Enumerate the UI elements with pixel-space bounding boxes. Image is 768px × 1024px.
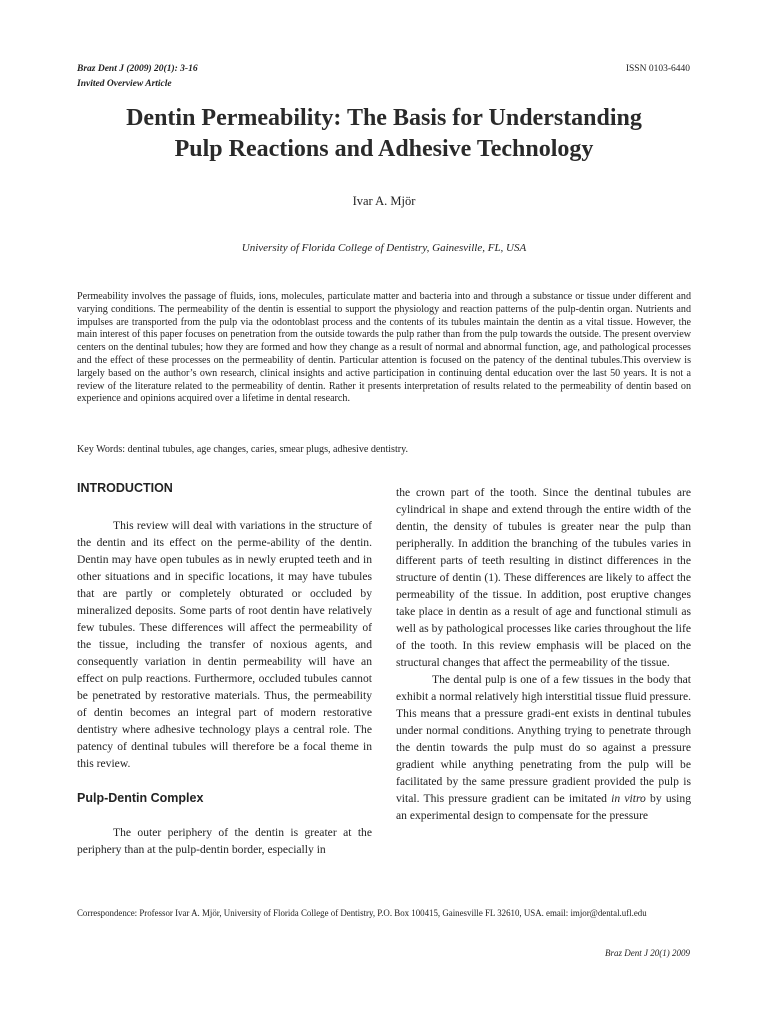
pulp-dentin-complex-heading: Pulp-Dentin Complex (77, 791, 204, 805)
continued-paragraph: the crown part of the tooth. Since the dentinal tubules are cylindrical in shape and extend through the entire width of the dentin, the density of tubules is greater near the pulp than peripherally. In addition the branching of the tubules varies in different parts of teeth resulting in distinct differences in the structure of dentin (1). These differences are likely to affect the permeability of the tissue. In addition, post eruptive changes take place in dentin as a result of age and functional stimuli as well as by pathological processes like caries throughout the life of the tooth. In this review emphasis will be placed on the structural changes that affect the permeability of the tissue. (396, 486, 691, 669)
correspondence-note: Correspondence: Professor Ivar A. Mjör, University of Florida College of Dentistry, P.O. Box 100415, Gainesville FL 32610, USA. email: imjor@dental.ufl.edu (77, 908, 647, 918)
dental-pulp-text: The dental pulp is one of a few tissues in the body that exhibit a normal relatively high interstitial tissue fluid pressure. This means that a pressure gradi-ent exists in dentinal tubules under normal conditions. Anything trying to penetrate through the dentin towards the pulp must do so against a pressure gradient while anything penetrating from the pulp will be facilitated by the same pressure gradient provided the pulp is vital. This pressure gradient can be imitated (396, 673, 691, 805)
running-header (77, 62, 198, 92)
introduction-paragraph: This review will deal with variations in the structure of the dentin and its effect on the perme-ability of the dentin. Dentin may have open tubules as in newly erupted teeth and in other situations and in specific locations, it may have tubules that are partly or completely obturated or occluded by mineralized deposits. Some parts of root dentin have relatively few tubules. These differences will affect the permeability of the tissue, including the transfer of noxious agents, and consequently variation in dentin permeability will have an effect on pulp reactions. Furthermore, occluded tubules cannot be penetrated by restorative materials. Thus, the permeability of dentin becomes an integral part of modern restorative dentistry where adhesive technology plays a central role. The patency of dentinal tubules will therefore be a focal theme in this review. (77, 519, 372, 770)
pulp-dentin-paragraph: The outer periphery of the dentin is greater at the periphery than at the pulp-dentin border, especially in (77, 826, 372, 856)
article-type: Invited Overview Article (77, 79, 172, 89)
title-line-1: Dentin Permeability: The Basis for Understanding (126, 105, 642, 131)
right-column (396, 484, 691, 824)
journal-citation: Braz Dent J (2009) 20(1): 3-16 (77, 64, 198, 74)
article-title (60, 103, 708, 165)
issn: ISSN 0103-6440 (625, 64, 690, 74)
title-line-2: Pulp Reactions and Adhesive Technology (174, 136, 594, 162)
author-name: Ivar A. Mjör (352, 194, 416, 208)
dental-pulp-paragraph (396, 671, 691, 824)
page-footer: Braz Dent J 20(1) 2009 (605, 948, 690, 958)
dental-pulp-text-end: by using an experimental design to compensate for the pressure (396, 792, 691, 822)
author-affiliation: University of Florida College of Dentistry, Gainesville, FL, USA (241, 242, 527, 254)
keywords: Key Words: dentinal tubules, age changes, caries, smear plugs, adhesive dentistry. (77, 444, 409, 455)
abstract: Permeability involves the passage of fluids, ions, molecules, particulate matter and bacteria into and through a substance or tissue under different and varying conditions. The permeability of the dentin is essential to support the physiology and reaction patterns of the pulp-dentin organ. Nutrients and impulses are transported from the pulp via the odontoblast process and the contents of its tubules maintain the dentin as a vital tissue. However, the main interest of this paper focuses on penetration from the outside towards the pulp rather than from the pulp towards the outside. The present overview centers on the dentinal tubules; how they are formed and how they change as a result of normal and abnormal function, age, and pathological processes and the effect of these processes on the permeability of dentin. Particular attention is focused on the patency of the dentinal tubules.This overview is largely based on the author’s own research, clinical insights and active participation in continuing dental education over the last 50 years. It is not a review of the literature related to the permeability of dentin. Rather it presents interpretation of results related to the permeability of dentin based on experience and opinions acquired over a lifetime in dental research. (77, 291, 691, 405)
left-column (77, 480, 372, 858)
in-vitro-term: in vitro (611, 792, 646, 805)
footnote-divider (77, 898, 691, 899)
introduction-heading: INTRODUCTION (77, 481, 173, 495)
